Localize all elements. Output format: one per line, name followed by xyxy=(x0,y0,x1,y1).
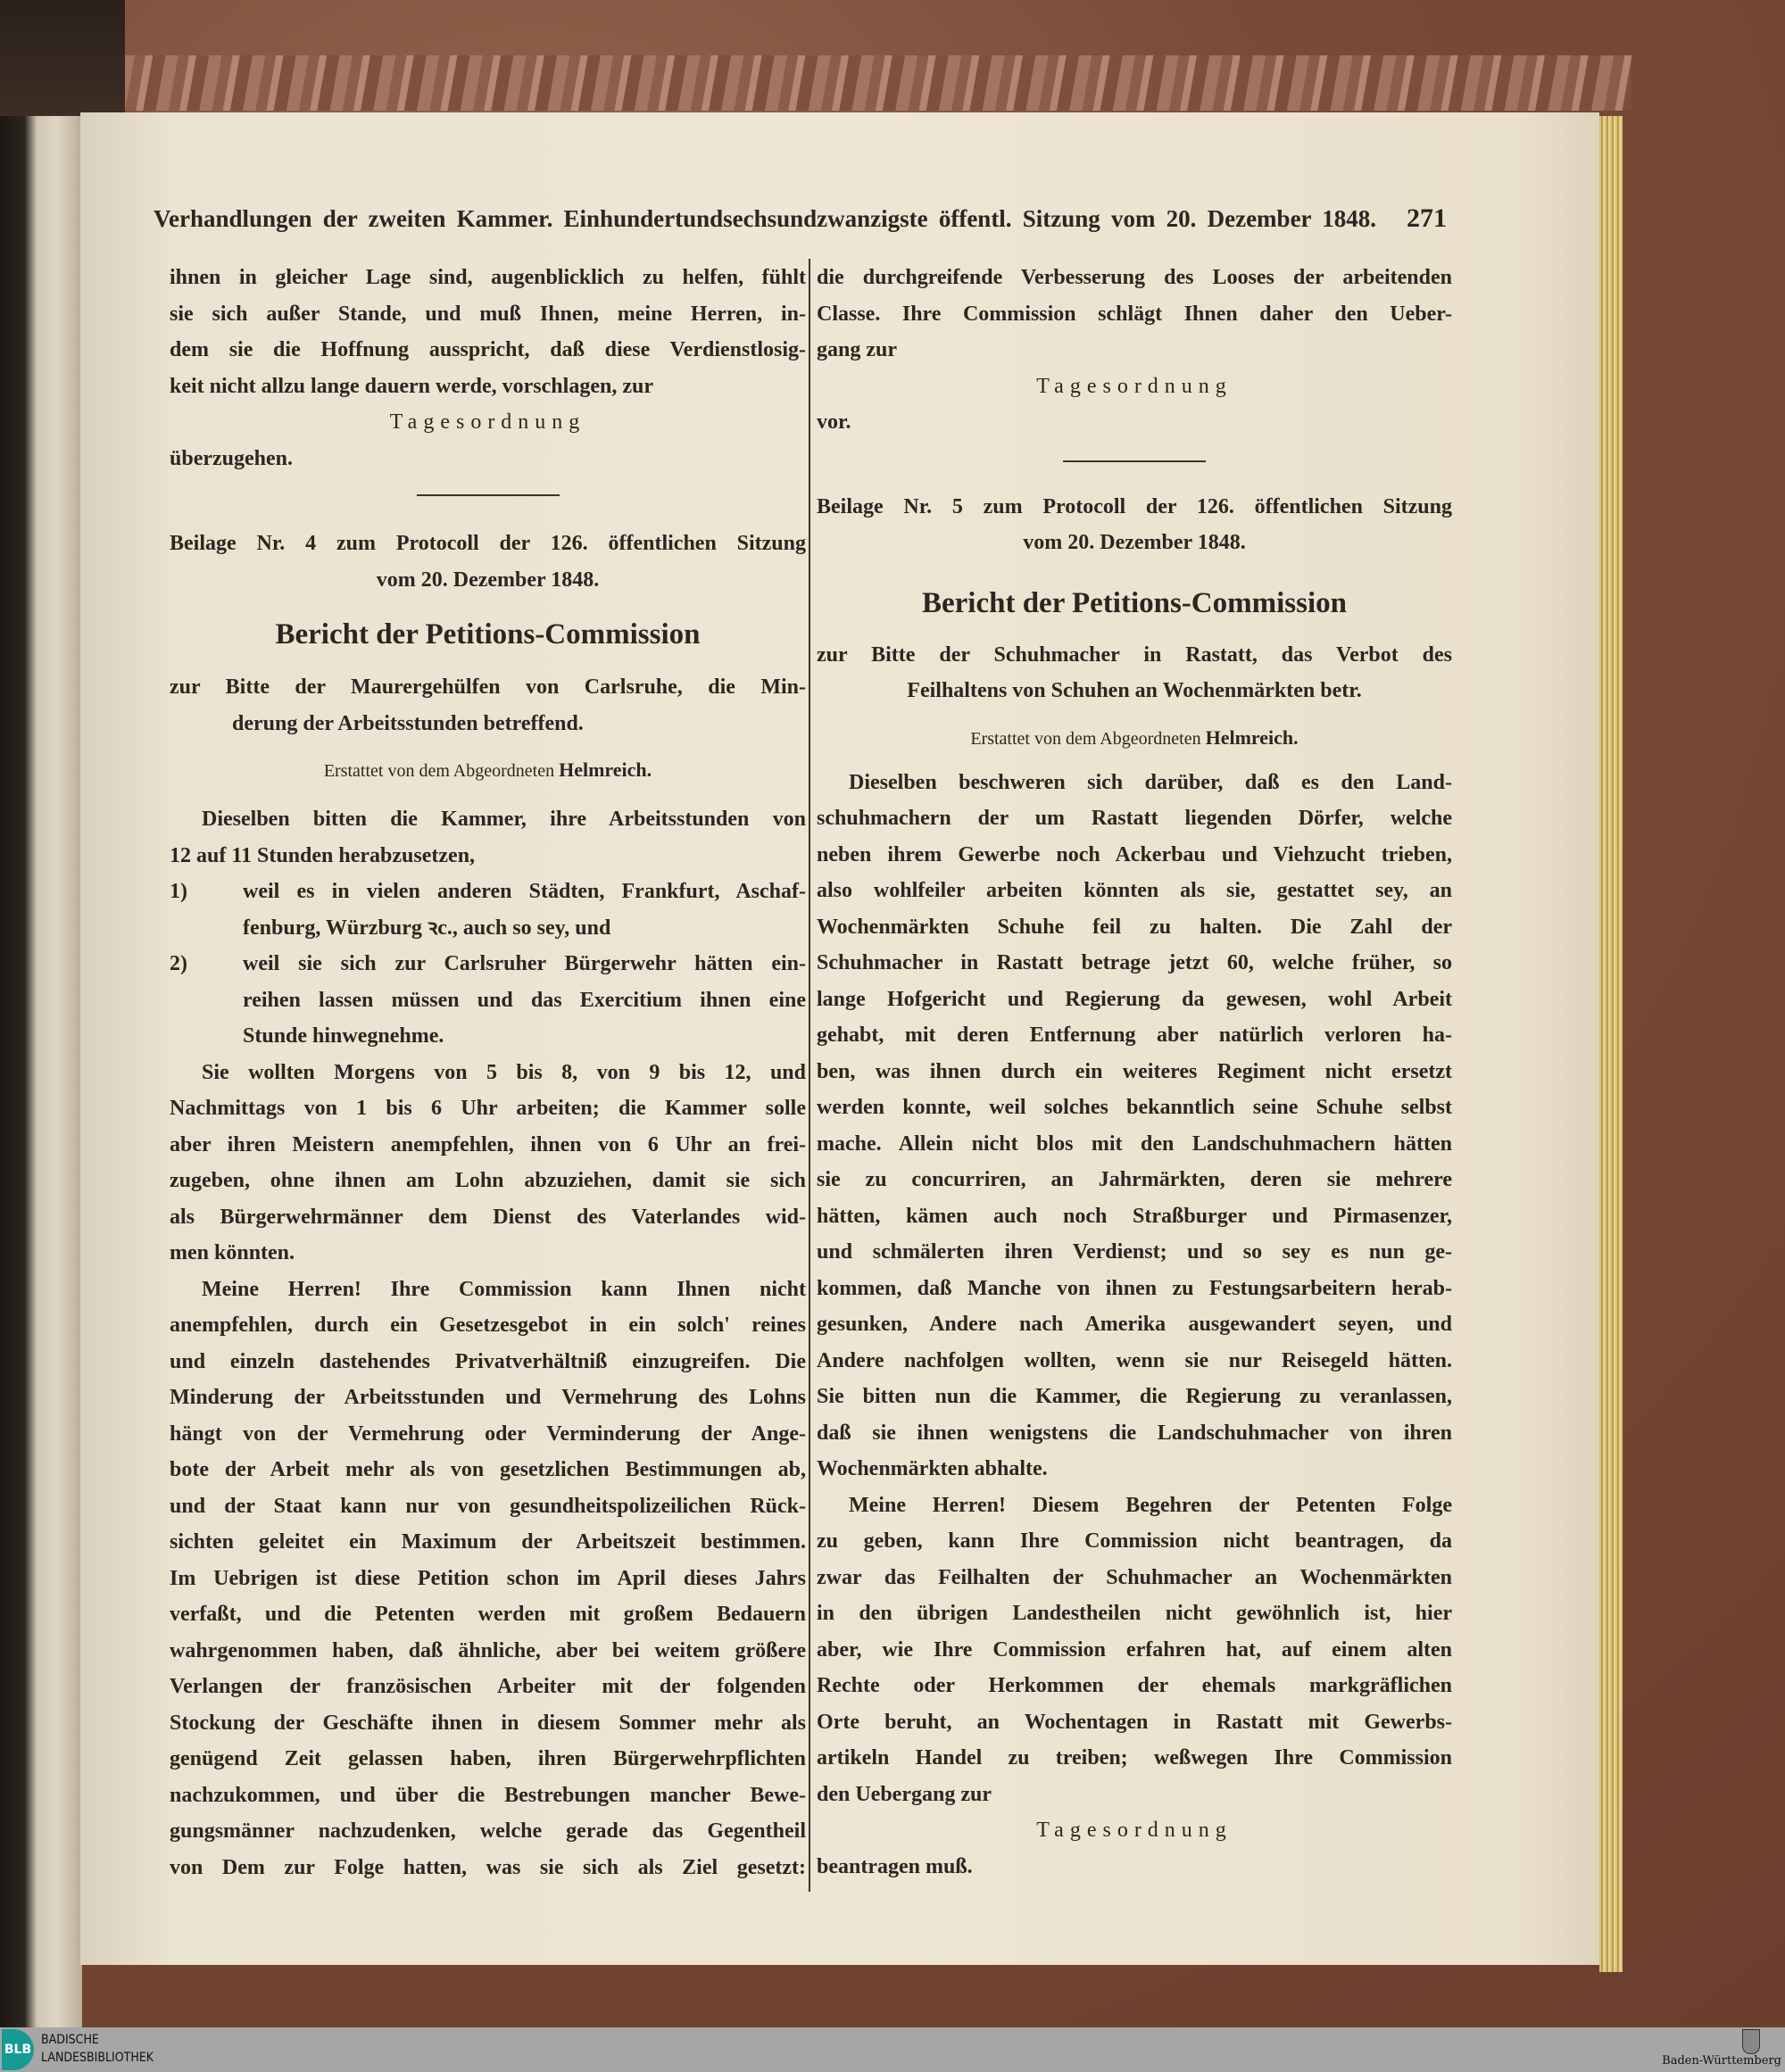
running-header: Verhandlungen der zweiten Kammer. Einhundertundsechsundzwanzigste öffentl. Sitzung vom 20. Dezember 1848. xyxy=(154,205,1376,232)
block-center-spaced xyxy=(817,1812,1452,1849)
column-divider xyxy=(809,259,810,1892)
text-line: gungsmänner nachzudenken, welche gerade das Gegentheil xyxy=(170,1819,806,1843)
spine-shadow xyxy=(0,0,125,116)
text-line: aber ihren Meistern anempfehlen, ihnen von 6 Uhr an frei- xyxy=(170,1132,806,1156)
block-indent-para xyxy=(817,765,1452,1488)
list-number: 2) xyxy=(170,952,187,975)
block-title xyxy=(170,612,806,657)
book-spine xyxy=(0,0,82,2027)
block-center-spaced xyxy=(817,369,1452,405)
text-line: Beilage Nr. 4 zum Protocoll der 126. öffentlichen Sitzung xyxy=(170,532,806,555)
reporter-name: Helmreich. xyxy=(1205,725,1299,749)
text-line: sichten geleitet ein Maximum der Arbeitszeit bestimmen. xyxy=(170,1530,806,1554)
block-byline xyxy=(170,754,806,786)
block-para xyxy=(170,441,806,477)
text-line: Meine Herren! Ihre Commission kann Ihnen nicht xyxy=(202,1277,806,1301)
gilt-page-edges xyxy=(1599,116,1623,1972)
right-column xyxy=(817,260,1452,1885)
text-line: Verlangen der französischen Arbeiter mit der folgenden xyxy=(170,1675,806,1698)
text-line: Stunde hinwegnehme. xyxy=(243,1024,444,1048)
text-line: gesunken, Andere nach Amerika ausgewandert seyen, und xyxy=(817,1313,1452,1336)
section-title: Bericht der Petitions-Commission xyxy=(921,586,1347,619)
text-line: Rechte oder Herkommen der ehemals markgräflichen xyxy=(817,1674,1452,1697)
block-para xyxy=(170,260,806,404)
text-line: Wochenmärkten abhalte. xyxy=(817,1457,1048,1480)
text-line: nachzukommen, und über die Bestrebungen mancher Bewe- xyxy=(170,1783,806,1807)
block-indent-para xyxy=(170,801,806,874)
text-line: Meine Herren! Diesem Begehren der Petenten Folge xyxy=(849,1493,1452,1517)
text-line: Dieselben beschweren sich darüber, daß es den Land- xyxy=(849,770,1452,794)
byline xyxy=(817,722,1452,754)
footer-bar xyxy=(0,2027,1785,2072)
coat-of-arms-icon xyxy=(1742,2029,1760,2054)
text-line: Tagesordnung xyxy=(1036,1819,1233,1842)
list-item-line xyxy=(170,982,806,1019)
block-subject xyxy=(170,669,806,742)
page-number: 271 xyxy=(1407,203,1447,233)
text-line: werden konnte, weil solches bekanntlich seine Schuhe selbst xyxy=(817,1096,1452,1119)
block-indent-para xyxy=(817,1488,1452,1813)
text-line: vom 20. Dezember 1848. xyxy=(376,568,600,592)
list-item-line xyxy=(170,874,806,910)
text-line: men könnten. xyxy=(170,1241,295,1264)
left-column xyxy=(170,260,806,1886)
text-line: hängt von der Vermehrung oder Verminderung der Ange- xyxy=(170,1421,806,1446)
block-para xyxy=(817,260,1452,369)
text-line: Andere nachfolgen wollten, wenn sie nur Reisegeld hätten. xyxy=(817,1348,1452,1372)
block-rule xyxy=(817,460,1452,462)
text-line: weil sie sich zur Carlsruher Bürgerwehr hätten ein- xyxy=(243,952,806,975)
text-line: Tagesordnung xyxy=(1036,374,1233,398)
section-rule xyxy=(1063,460,1206,462)
text-line: ben, was ihnen durch ein weiteres Regiment nicht ersetzt xyxy=(817,1059,1452,1083)
block-center-spaced xyxy=(170,404,806,441)
state-name[interactable]: Baden-Württemberg xyxy=(1662,2054,1781,2068)
text-line: als Bürgerwehrmänner dem Dienst des Vaterlandes wid- xyxy=(170,1205,806,1229)
text-line: Beilage Nr. 5 zum Protocoll der 126. öffentlichen Sitzung xyxy=(817,494,1452,518)
block-title xyxy=(817,581,1452,626)
byline-text: Erstattet von dem Abgeordneten xyxy=(323,761,555,781)
library-name-line2: LANDESBIBLIOTHEK xyxy=(41,2051,154,2065)
text-line: Feilhaltens von Schuhen an Wochenmärkten betr. xyxy=(907,679,1362,702)
text-line: neben ihrem Gewerbe noch Ackerbau und Viehzucht trieben, xyxy=(817,842,1452,866)
byline xyxy=(170,754,806,786)
text-line: Nachmittags von 1 bis 6 Uhr arbeiten; die Kammer solle xyxy=(170,1097,806,1120)
text-line: die durchgreifende Verbesserung des Looses der arbeitenden xyxy=(817,266,1452,289)
text-line: Tagesordnung xyxy=(389,410,586,434)
text-line: in den übrigen Landestheilen nicht gewöhnlich ist, hier xyxy=(817,1602,1452,1625)
list-number: 1) xyxy=(170,880,187,903)
block-heading xyxy=(170,526,806,598)
text-line: den Uebergang zur xyxy=(817,1782,992,1806)
list-item-line xyxy=(170,1018,806,1055)
text-line: zu geben, kann Ihre Commission nicht beantragen, da xyxy=(817,1529,1452,1553)
block-heading xyxy=(817,489,1452,561)
text-line: gang zur xyxy=(817,338,897,361)
text-line: derung der Arbeitsstunden betreffend. xyxy=(232,711,584,735)
text-line: verfaßt, und die Petenten werden mit großem Bedauern xyxy=(170,1603,806,1626)
text-line: Sie bitten nun die Kammer, die Regierung zu veranlassen, xyxy=(817,1385,1452,1408)
text-line: wahrgenommen haben, daß ähnliche, aber bei weitem größere xyxy=(170,1638,806,1662)
text-line: reihen lassen müssen und das Exercitium ihnen eine xyxy=(243,988,806,1012)
library-name xyxy=(41,2031,154,2067)
list-number xyxy=(170,910,243,947)
text-line: Schuhmacher in Rastatt betrage jetzt 60, welche früher, so xyxy=(817,951,1452,974)
marbled-cover-edge xyxy=(79,55,1631,111)
text-line: dem sie die Hoffnung ausspricht, daß diese Verdienstlosig- xyxy=(170,338,806,361)
list-number xyxy=(170,1018,243,1055)
text-line: und der Staat kann nur von gesundheitspolizeilichen Rück- xyxy=(170,1494,806,1518)
library-name-line1: BADISCHE xyxy=(41,2033,99,2047)
text-line: Sie wollten Morgens von 5 bis 8, von 9 bis 12, und xyxy=(202,1060,806,1084)
text-line: Orte beruht, an Wochentagen in Rastatt mit Gewerbs- xyxy=(817,1710,1452,1734)
text-line: mache. Allein nicht blos mit den Landschuhmachern hätten xyxy=(817,1131,1452,1156)
block-list-item xyxy=(170,946,806,1055)
text-line: bote der Arbeit mehr als von gesetzlichen Bestimmungen ab, xyxy=(170,1458,806,1481)
text-line: schuhmachern der um Rastatt liegenden Dörfer, welche xyxy=(817,807,1452,830)
text-line: fenburg, Würzburg ꝛc., auch so sey, und xyxy=(243,916,611,940)
block-indent-para xyxy=(170,1055,806,1272)
text-line: zur Bitte der Schuhmacher in Rastatt, das Verbot des xyxy=(817,642,1452,667)
text-line: vor. xyxy=(817,410,851,434)
blb-logo[interactable]: BLB xyxy=(2,2029,34,2070)
text-line: gehabt, mit deren Entfernung aber natürlich verloren ha- xyxy=(817,1024,1452,1047)
block-subject-centered xyxy=(817,637,1452,709)
text-line: vom 20. Dezember 1848. xyxy=(1023,531,1246,554)
text-line: also wohlfeiler arbeiten könnten als sie, gestattet sey, an xyxy=(817,879,1452,902)
text-line: 12 auf 11 Stunden herabzusetzen, xyxy=(170,843,476,867)
text-line: daß sie ihnen wenigstens die Landschuhmacher von ihren xyxy=(817,1421,1452,1445)
text-line: Im Uebrigen ist diese Petition schon im April dieses Jahrs xyxy=(170,1566,806,1590)
text-line: artikeln Handel zu treiben; weßwegen Ihre Commission xyxy=(817,1746,1452,1769)
list-item-line xyxy=(170,946,806,982)
block-byline xyxy=(817,722,1452,754)
block-rule xyxy=(170,494,806,496)
text-line: hätten, kämen auch noch Straßburger und Pirmasenzer, xyxy=(817,1204,1452,1228)
block-indent-para-continues xyxy=(170,1272,806,1886)
text-line: und einzeln dastehendes Privatverhältniß einzugreifen. Die xyxy=(170,1349,806,1373)
text-line: sie sich außer Stande, und muß Ihnen, meine Herren, in- xyxy=(170,302,806,326)
text-line: Classe. Ihre Commission schlägt Ihnen daher den Ueber- xyxy=(817,302,1452,326)
text-line: Dieselben bitten die Kammer, ihre Arbeitsstunden von xyxy=(202,808,806,831)
list-number xyxy=(170,982,243,1019)
text-line: aber, wie Ihre Commission erfahren hat, auf einem alten xyxy=(817,1637,1452,1662)
block-para xyxy=(817,1849,1452,1886)
text-line: beantragen muß. xyxy=(817,1854,973,1878)
text-line: überzugehen. xyxy=(170,446,293,470)
byline-text: Erstattet von dem Abgeordneten xyxy=(970,728,1201,749)
section-rule xyxy=(417,494,560,496)
text-line: sie zu concurriren, an Jahrmärkten, deren sie mehrere xyxy=(817,1168,1452,1191)
text-line: genügend Zeit gelassen haben, ihren Bürgerwehrpflichten xyxy=(170,1747,806,1770)
text-line: Wochenmärkten Schuhe feil zu halten. Die Zahl der xyxy=(817,915,1452,939)
text-line: kommen, daß Manche von ihnen zu Festungsarbeitern herab- xyxy=(817,1276,1452,1300)
text-line: zwar das Feilhalten der Schuhmacher an Wochenmärkten xyxy=(817,1565,1452,1589)
text-line: Minderung der Arbeitsstunden und Vermehrung des Lohns xyxy=(170,1386,806,1409)
reporter-name: Helmreich. xyxy=(559,758,652,781)
text-line: anempfehlen, durch ein Gesetzesgebot in ein solch' reines xyxy=(170,1314,806,1337)
text-line: Stockung der Geschäfte ihnen in diesem Sommer mehr als xyxy=(170,1711,806,1735)
text-line: zugeben, ohne ihnen am Lohn abzuziehen, damit sie sich xyxy=(170,1169,806,1192)
text-line: und schmälerten ihren Verdienst; und so sey es nun ge- xyxy=(817,1240,1452,1264)
section-title: Bericht der Petitions-Commission xyxy=(275,618,701,651)
text-line: ihnen in gleicher Lage sind, augenblicklich zu helfen, fühlt xyxy=(170,266,806,289)
text-line: keit nicht allzu lange dauern werde, vorschlagen, zur xyxy=(170,374,653,398)
text-line: von Dem zur Folge hatten, was sie sich als Ziel gesetzt: xyxy=(170,1855,806,1879)
block-list-item xyxy=(170,874,806,946)
list-item-line xyxy=(170,910,806,947)
text-line: zur Bitte der Maurergehülfen von Carlsruhe, die Min- xyxy=(170,675,806,699)
text-line: lange Hofgericht und Regierung da gewesen, wohl Arbeit xyxy=(817,987,1452,1011)
block-para xyxy=(817,404,1452,441)
text-line: weil es in vielen anderen Städten, Frankfurt, Aschaf- xyxy=(243,880,806,903)
